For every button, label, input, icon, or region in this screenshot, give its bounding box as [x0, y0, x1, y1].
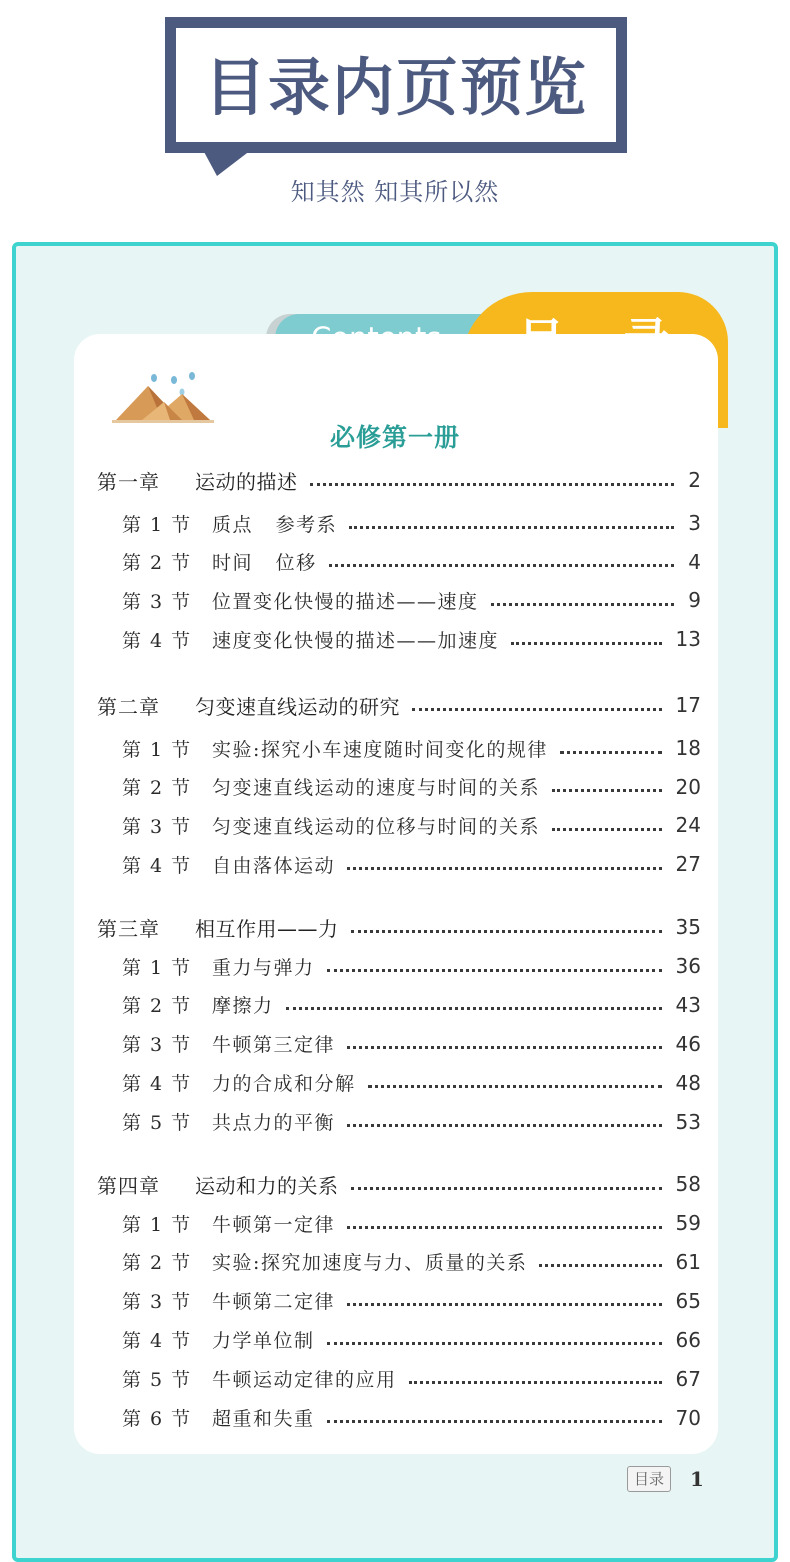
section-row [122, 1068, 701, 1098]
section-page-number: 43 [675, 992, 701, 1017]
dot-leader [539, 1262, 661, 1267]
section-number: 第 3 节 [122, 815, 192, 838]
section-row [122, 1403, 701, 1433]
section-row [122, 1286, 701, 1316]
section-title: 质点 参考系 [212, 513, 338, 536]
dot-leader [351, 1185, 662, 1190]
chapter-row [97, 690, 701, 720]
section-page-number: 20 [675, 774, 701, 799]
section-page-number: 66 [675, 1327, 701, 1352]
section-page-number: 46 [675, 1031, 701, 1056]
section-number: 第 1 节 [122, 738, 192, 761]
section-title: 牛顿第二定律 [212, 1291, 336, 1314]
section-page-number: 36 [675, 954, 701, 978]
section-row [122, 849, 701, 879]
dot-leader [327, 1418, 662, 1423]
section-number: 第 6 节 [122, 1408, 192, 1430]
section-page-number: 59 [675, 1211, 701, 1235]
section-page-number: 61 [675, 1249, 701, 1274]
section-page-number: 27 [675, 852, 701, 877]
section-title: 匀变速直线运动的位移与时间的关系 [212, 815, 541, 838]
page-subtitle: 知其然 知其所以然 [290, 178, 500, 206]
dot-leader [560, 749, 662, 754]
section-number: 第 3 节 [122, 1034, 192, 1057]
section-number: 第 2 节 [122, 552, 192, 575]
section-page-number: 67 [675, 1366, 701, 1391]
section-number: 第 1 节 [122, 513, 192, 536]
dot-leader [310, 481, 675, 486]
section-row [122, 1325, 701, 1355]
section-page-number: 9 [688, 588, 701, 613]
section-number: 第 1 节 [122, 1213, 192, 1236]
section-number: 第 4 节 [122, 854, 192, 877]
footer-label: 目录 [627, 1466, 671, 1492]
section-number: 第 4 节 [122, 1330, 192, 1353]
dot-leader [349, 524, 674, 529]
section-row [122, 1364, 701, 1394]
section-title: 摩擦力 [212, 995, 274, 1018]
chapter-page-number: 17 [675, 693, 701, 717]
section-title: 超重和失重 [212, 1408, 315, 1430]
section-title: 牛顿运动定律的应用 [212, 1369, 397, 1392]
section-title: 牛顿第一定律 [212, 1213, 336, 1236]
section-title: 实验:探究加速度与力、质量的关系 [212, 1252, 528, 1275]
dot-leader [347, 1044, 662, 1049]
chapter-page-number: 35 [675, 915, 701, 939]
section-row [122, 810, 701, 840]
section-page-number: 70 [675, 1405, 701, 1430]
dot-leader [412, 706, 662, 711]
dot-leader [409, 1379, 662, 1384]
dot-leader [552, 787, 662, 792]
section-title: 匀变速直线运动的速度与时间的关系 [212, 777, 541, 800]
chapter-title: 匀变速直线运动的研究 [195, 694, 400, 719]
section-page-number: 4 [688, 549, 701, 574]
chapter-row [97, 1169, 701, 1199]
section-title: 实验:探究小车速度随时间变化的规律 [212, 738, 548, 761]
section-title: 重力与弹力 [212, 956, 315, 979]
section-row [122, 733, 701, 763]
section-row [122, 951, 701, 981]
section-page-number: 24 [675, 813, 701, 838]
section-number: 第 2 节 [122, 777, 192, 800]
header-banner [165, 17, 627, 153]
chapter-page-number: 58 [675, 1172, 701, 1196]
dot-leader [347, 1122, 662, 1127]
section-row [122, 1029, 701, 1059]
section-title: 力的合成和分解 [212, 1073, 356, 1096]
dot-leader [347, 1301, 662, 1306]
chapter-number: 第四章 [97, 1173, 160, 1198]
section-number: 第 3 节 [122, 590, 192, 613]
book-title: 必修第一册 [329, 423, 460, 452]
dot-leader [368, 1083, 662, 1088]
dot-leader [327, 967, 662, 972]
section-number: 第 4 节 [122, 629, 192, 652]
page-title: 目录内页预览 [203, 51, 588, 124]
section-row [122, 1208, 701, 1238]
chapter-title: 运动和力的关系 [195, 1173, 339, 1198]
chapter-number: 第二章 [97, 694, 160, 719]
section-title: 力学单位制 [212, 1330, 315, 1353]
chapter-title: 运动的描述 [195, 469, 298, 494]
dot-leader [351, 928, 662, 933]
dot-leader [491, 601, 675, 606]
section-row [122, 547, 701, 577]
section-page-number: 18 [675, 736, 701, 760]
section-number: 第 2 节 [122, 995, 192, 1018]
section-number: 第 5 节 [122, 1112, 192, 1135]
section-title: 牛顿第三定律 [212, 1034, 336, 1057]
pyramids-icon [112, 366, 214, 426]
section-title: 自由落体运动 [212, 854, 336, 877]
section-page-number: 53 [675, 1109, 701, 1134]
section-number: 第 1 节 [122, 956, 192, 979]
section-title: 共点力的平衡 [212, 1112, 336, 1135]
section-page-number: 65 [675, 1288, 701, 1313]
section-row [122, 508, 701, 538]
dot-leader [347, 865, 662, 870]
section-page-number: 3 [688, 511, 701, 535]
section-row [122, 772, 701, 802]
section-title: 速度变化快慢的描述——加速度 [212, 629, 500, 652]
chapter-row [97, 912, 701, 942]
chapter-page-number: 2 [688, 468, 701, 492]
section-row [122, 585, 701, 615]
footer-page-number: 1 [690, 1467, 704, 1491]
dot-leader [552, 826, 662, 831]
section-number: 第 3 节 [122, 1291, 192, 1314]
chapter-row [97, 465, 701, 495]
chapter-number: 第三章 [97, 916, 160, 941]
section-row [122, 1247, 701, 1277]
section-number: 第 5 节 [122, 1369, 192, 1392]
dot-leader [327, 1340, 662, 1345]
section-number: 第 4 节 [122, 1073, 192, 1096]
section-row [122, 624, 701, 654]
chapter-title: 相互作用——力 [195, 916, 339, 941]
section-title: 位置变化快慢的描述——速度 [212, 590, 479, 613]
section-number: 第 2 节 [122, 1252, 192, 1275]
dot-leader [511, 640, 662, 645]
section-page-number: 13 [675, 627, 701, 652]
dot-leader [347, 1224, 662, 1229]
section-row [122, 1107, 701, 1137]
dot-leader [329, 562, 675, 567]
dot-leader [286, 1005, 662, 1010]
section-page-number: 48 [675, 1070, 701, 1095]
chapter-number: 第一章 [97, 469, 160, 494]
section-row [122, 990, 701, 1020]
section-title: 时间 位移 [212, 552, 317, 575]
